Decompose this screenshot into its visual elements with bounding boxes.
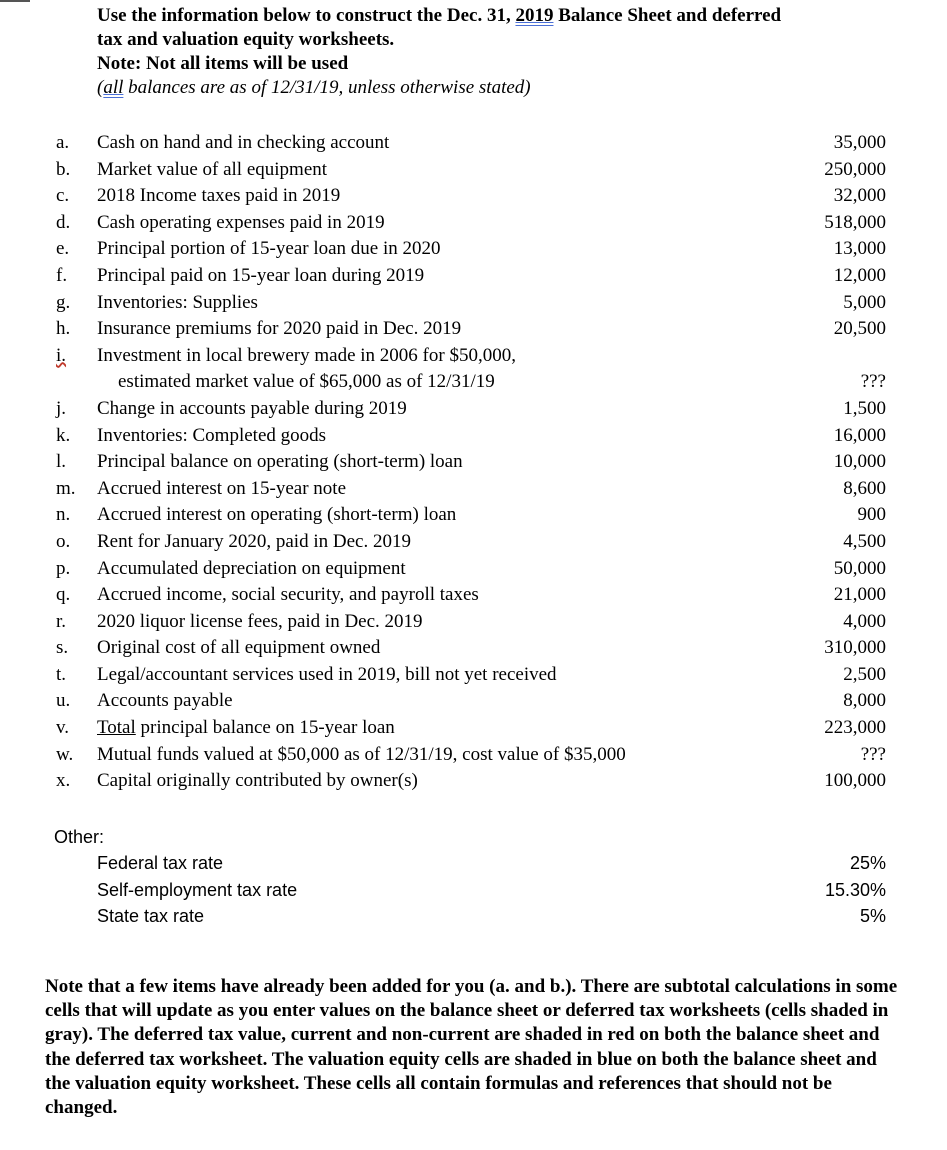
list-item: [50, 290, 886, 317]
list-item: [50, 236, 886, 263]
item-letter: k.: [56, 424, 71, 446]
header-line-2: tax and valuation equity worksheets.: [97, 29, 395, 50]
item-description: Principal paid on 15-year loan during 2019: [97, 264, 425, 286]
rate-description: Self-employment tax rate: [97, 879, 298, 900]
list-item: [50, 476, 886, 503]
footer-note: Note that a few items have already been added for you (a. and b.). There are subtotal calculations in some cells that will update as you enter values on the balance sheet or deferred tax worksheets (cells shaded in gray). The deferred tax value, current and non-current are shaded in red on both the balance sheet and the deferred tax worksheet. The valuation equity cells are shaded in blue on both the balance sheet and the valuation equity worksheet. These cells all contain formulas and references that should not be changed.: [45, 976, 898, 1119]
rate-description: Federal tax rate: [97, 853, 224, 873]
item-value: 100,000: [824, 770, 886, 792]
rate-value: 15.30%: [824, 879, 886, 900]
item-description: Insurance premiums for 2020 paid in Dec. 2019: [97, 318, 462, 340]
list-item: [50, 423, 886, 450]
item-description: Principal portion of 15-year loan due in 2020: [97, 238, 441, 260]
item-letter: e.: [56, 238, 70, 260]
paren-open: (: [97, 77, 104, 98]
item-value: 50,000: [833, 557, 886, 579]
item-value: 223,000: [824, 717, 886, 739]
item-description: Legal/accountant services used in 2019, bill not yet received: [97, 663, 557, 685]
instructions-header: [97, 4, 917, 100]
list-item: [50, 556, 886, 583]
item-description: Change in accounts payable during 2019: [97, 397, 407, 419]
item-value: 32,000: [833, 185, 886, 207]
top-rule: [0, 0, 30, 2]
item-letter: b.: [56, 158, 71, 180]
header-note: Note: Not all items will be used: [97, 53, 349, 74]
item-value: 35,000: [833, 132, 886, 153]
item-value: 10,000: [833, 451, 886, 473]
items-list: [50, 130, 886, 795]
item-letter: v.: [56, 717, 70, 739]
item-letter: q.: [56, 584, 71, 606]
item-description: Cash operating expenses paid in 2019: [97, 211, 385, 233]
item-letter: j.: [56, 397, 67, 419]
header-line-1: [97, 4, 917, 28]
item-value: 310,000: [824, 637, 886, 659]
item-value: 4,500: [843, 530, 886, 552]
item-letter: o.: [56, 530, 71, 552]
item-letter: a.: [56, 132, 70, 153]
item-description: 2018 Income taxes paid in 2019: [97, 185, 341, 207]
list-item: [50, 210, 886, 237]
header-balances-note: [97, 76, 917, 100]
item-description: estimated market value of $65,000 as of 12/31/19: [118, 371, 495, 393]
rate-row: [54, 903, 886, 930]
item-description: Capital originally contributed by owner(s): [97, 770, 418, 792]
item-description: 2020 liquor license fees, paid in Dec. 2019: [97, 610, 423, 632]
item-description: Principal balance on operating (short-term) loan: [97, 451, 463, 473]
item-letter: h.: [56, 318, 71, 340]
rate-row: [54, 850, 886, 877]
item-value: 2,500: [843, 663, 886, 685]
list-item: [50, 343, 886, 370]
header-balances-rest: balances are as of 12/31/19, unless otherwise stated): [123, 77, 531, 98]
item-value: 16,000: [833, 424, 886, 446]
rate-description: State tax rate: [97, 906, 205, 926]
list-item: [50, 396, 886, 423]
header-line-1-start: Use the information below to construct the Dec. 31,: [97, 5, 516, 26]
item-letter: w.: [56, 743, 74, 765]
item-value: 900: [857, 504, 886, 526]
rate-row: [54, 877, 886, 904]
item-letter: l.: [56, 451, 67, 473]
item-description: Inventories: Completed goods: [97, 424, 327, 446]
list-item: [50, 449, 886, 476]
item-letter: r.: [56, 610, 67, 632]
list-item: [50, 263, 886, 290]
item-description: Accounts payable: [97, 690, 233, 712]
item-value: 8,000: [843, 690, 886, 712]
rate-value: 5%: [859, 906, 886, 926]
item-letter: x.: [56, 770, 71, 792]
header-all-word: all: [103, 77, 124, 98]
item-description: Inventories: Supplies: [97, 291, 258, 313]
list-item: [50, 609, 886, 636]
list-item: [50, 502, 886, 529]
item-letter: t.: [56, 663, 67, 685]
item-letter: i.: [56, 344, 67, 366]
list-item: [50, 529, 886, 556]
list-item: [50, 715, 886, 742]
header-year: 2019: [515, 5, 554, 26]
item-value: 12,000: [833, 264, 886, 286]
item-description: Investment in local brewery made in 2006 for $50,000,: [97, 344, 516, 366]
item-value: 8,600: [843, 477, 886, 499]
item-letter: p.: [56, 557, 71, 579]
item-description: Original cost of all equipment owned: [97, 637, 381, 659]
item-description: Accumulated depreciation on equipment: [97, 557, 406, 579]
list-item: [50, 742, 886, 769]
item-letter: g.: [56, 291, 71, 313]
item-description: Accrued interest on operating (short-term) loan: [97, 504, 457, 526]
list-item: [50, 157, 886, 184]
item-value: 250,000: [824, 158, 886, 180]
item-letter: f.: [56, 264, 68, 286]
item-description-underlined: Total: [97, 717, 136, 739]
item-description: Market value of all equipment: [97, 158, 328, 180]
list-item: [50, 688, 886, 715]
list-item-continuation: [50, 369, 886, 396]
list-item: [50, 183, 886, 210]
item-value: 5,000: [843, 291, 886, 313]
item-value: 20,500: [833, 318, 886, 340]
item-value: ???: [860, 371, 886, 393]
other-rates-section: [54, 824, 886, 930]
item-letter: m.: [56, 477, 76, 499]
list-item: [50, 130, 886, 157]
item-value: 4,000: [843, 610, 886, 632]
list-item: [50, 582, 886, 609]
other-label: Other:: [54, 827, 105, 847]
item-letter: c.: [56, 185, 70, 207]
item-description: [97, 715, 395, 742]
item-description: Accrued income, social security, and payroll taxes: [97, 584, 479, 606]
item-description: Cash on hand and in checking account: [97, 132, 390, 153]
list-item: [50, 316, 886, 343]
item-value: 13,000: [833, 238, 886, 260]
list-item: [50, 662, 886, 689]
item-description: Accrued interest on 15-year note: [97, 477, 347, 499]
item-description-rest: principal balance on 15-year loan: [135, 717, 395, 739]
header-line-1-end: Balance Sheet and deferred: [553, 5, 782, 26]
item-value: 518,000: [824, 211, 886, 233]
item-letter: s.: [56, 637, 69, 659]
list-item: [50, 635, 886, 662]
item-letter: u.: [56, 690, 71, 712]
list-item: [50, 768, 886, 795]
item-letter: d.: [56, 211, 71, 233]
item-letter: n.: [56, 504, 71, 526]
item-value: 1,500: [843, 397, 886, 419]
rate-value: 25%: [849, 853, 886, 873]
item-value: ???: [860, 743, 886, 765]
item-description: Rent for January 2020, paid in Dec. 2019: [97, 530, 411, 552]
item-description: Mutual funds valued at $50,000 as of 12/31/19, cost value of $35,000: [97, 743, 626, 765]
item-value: 21,000: [833, 584, 886, 606]
